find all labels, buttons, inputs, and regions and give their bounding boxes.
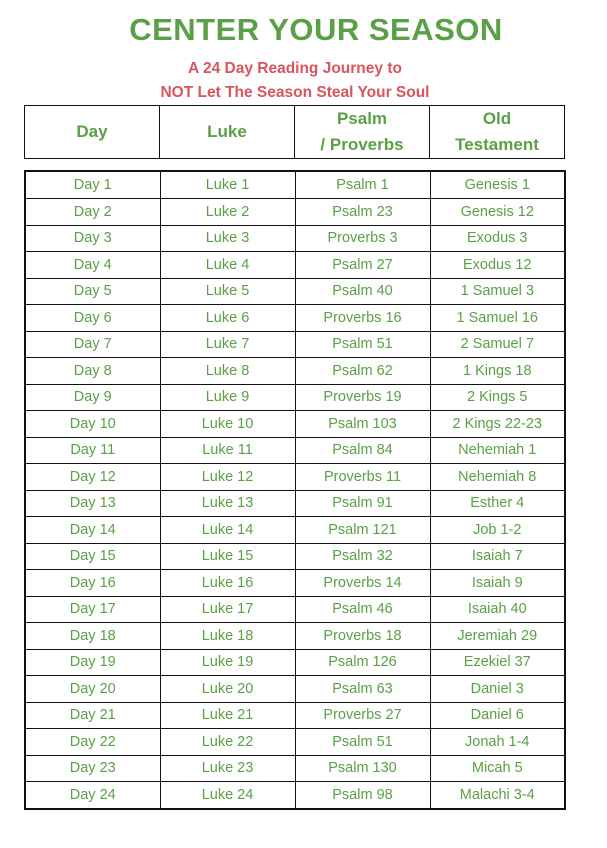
old-testament-cell: Nehemiah 8 <box>430 464 565 491</box>
luke-cell: Luke 10 <box>160 411 295 438</box>
old-testament-cell: Malachi 3-4 <box>430 782 565 809</box>
table-row <box>25 411 565 438</box>
old-testament-cell: Ezekiel 37 <box>430 649 565 676</box>
luke-cell: Luke 23 <box>160 755 295 782</box>
luke-cell: Luke 6 <box>160 305 295 332</box>
psalm-proverbs-cell: Proverbs 27 <box>295 702 430 729</box>
old-testament-cell: Esther 4 <box>430 490 565 517</box>
luke-cell: Luke 11 <box>160 437 295 464</box>
luke-cell: Luke 16 <box>160 570 295 597</box>
luke-cell: Luke 7 <box>160 331 295 358</box>
day-cell: Day 11 <box>25 437 160 464</box>
day-cell: Day 7 <box>25 331 160 358</box>
luke-cell: Luke 22 <box>160 729 295 756</box>
day-cell: Day 3 <box>25 225 160 252</box>
old-testament-cell: Nehemiah 1 <box>430 437 565 464</box>
luke-cell: Luke 24 <box>160 782 295 809</box>
table-row <box>25 464 565 491</box>
old-testament-cell: Daniel 3 <box>430 676 565 703</box>
day-cell: Day 4 <box>25 252 160 279</box>
header-row <box>25 106 565 159</box>
luke-cell: Luke 21 <box>160 702 295 729</box>
old-testament-cell: Exodus 12 <box>430 252 565 279</box>
header-psalm-proverbs <box>295 106 430 159</box>
psalm-proverbs-cell: Psalm 84 <box>295 437 430 464</box>
luke-cell: Luke 20 <box>160 676 295 703</box>
psalm-proverbs-cell: Psalm 23 <box>295 199 430 226</box>
old-testament-cell: Job 1-2 <box>430 517 565 544</box>
day-cell: Day 10 <box>25 411 160 438</box>
old-testament-cell: 2 Kings 22-23 <box>430 411 565 438</box>
table-row <box>25 755 565 782</box>
luke-cell: Luke 12 <box>160 464 295 491</box>
luke-cell: Luke 19 <box>160 649 295 676</box>
psalm-proverbs-cell: Psalm 130 <box>295 755 430 782</box>
table-row <box>25 782 565 809</box>
table-row <box>25 702 565 729</box>
luke-cell: Luke 14 <box>160 517 295 544</box>
psalm-proverbs-cell: Proverbs 11 <box>295 464 430 491</box>
table-row <box>25 278 565 305</box>
day-cell: Day 18 <box>25 623 160 650</box>
day-cell: Day 8 <box>25 358 160 385</box>
psalm-proverbs-cell: Proverbs 14 <box>295 570 430 597</box>
luke-cell: Luke 1 <box>160 171 295 199</box>
psalm-proverbs-cell: Psalm 126 <box>295 649 430 676</box>
day-cell: Day 21 <box>25 702 160 729</box>
day-cell: Day 24 <box>25 782 160 809</box>
day-cell: Day 1 <box>25 171 160 199</box>
luke-cell: Luke 15 <box>160 543 295 570</box>
table-row <box>25 623 565 650</box>
table-row <box>25 649 565 676</box>
psalm-proverbs-cell: Psalm 91 <box>295 490 430 517</box>
old-testament-cell: Isaiah 40 <box>430 596 565 623</box>
header-psalm-line2: / Proverbs <box>320 135 404 154</box>
psalm-proverbs-cell: Psalm 27 <box>295 252 430 279</box>
day-cell: Day 2 <box>25 199 160 226</box>
table-row <box>25 596 565 623</box>
day-cell: Day 5 <box>25 278 160 305</box>
day-cell: Day 17 <box>25 596 160 623</box>
table-row <box>25 490 565 517</box>
header-day: Day <box>25 106 160 159</box>
old-testament-cell: Genesis 12 <box>430 199 565 226</box>
table-row <box>25 676 565 703</box>
reading-table <box>24 170 566 810</box>
psalm-proverbs-cell: Proverbs 16 <box>295 305 430 332</box>
table-row <box>25 171 565 199</box>
psalm-proverbs-cell: Psalm 1 <box>295 171 430 199</box>
day-cell: Day 13 <box>25 490 160 517</box>
old-testament-cell: Genesis 1 <box>430 171 565 199</box>
page-title: CENTER YOUR SEASON <box>129 12 503 47</box>
header-old-testament <box>430 106 565 159</box>
psalm-proverbs-cell: Psalm 121 <box>295 517 430 544</box>
psalm-proverbs-cell: Proverbs 19 <box>295 384 430 411</box>
luke-cell: Luke 9 <box>160 384 295 411</box>
table-row <box>25 437 565 464</box>
luke-cell: Luke 2 <box>160 199 295 226</box>
psalm-proverbs-cell: Proverbs 18 <box>295 623 430 650</box>
psalm-proverbs-cell: Psalm 62 <box>295 358 430 385</box>
old-testament-cell: Jonah 1-4 <box>430 729 565 756</box>
table-row <box>25 199 565 226</box>
old-testament-cell: 1 Samuel 16 <box>430 305 565 332</box>
day-cell: Day 15 <box>25 543 160 570</box>
table-row <box>25 543 565 570</box>
luke-cell: Luke 8 <box>160 358 295 385</box>
subtitle-line-2: NOT Let The Season Steal Your Soul <box>160 84 430 101</box>
old-testament-cell: Daniel 6 <box>430 702 565 729</box>
psalm-proverbs-cell: Proverbs 3 <box>295 225 430 252</box>
day-cell: Day 9 <box>25 384 160 411</box>
table-row <box>25 331 565 358</box>
table-row <box>25 384 565 411</box>
table-row <box>25 358 565 385</box>
psalm-proverbs-cell: Psalm 98 <box>295 782 430 809</box>
table-row <box>25 570 565 597</box>
psalm-proverbs-cell: Psalm 63 <box>295 676 430 703</box>
psalm-proverbs-cell: Psalm 51 <box>295 331 430 358</box>
table-row <box>25 252 565 279</box>
header-psalm-line1: Psalm <box>336 109 388 128</box>
old-testament-cell: 2 Samuel 7 <box>430 331 565 358</box>
day-cell: Day 23 <box>25 755 160 782</box>
header-ot-line1: Old <box>482 109 512 128</box>
table-row <box>25 225 565 252</box>
header-luke: Luke <box>160 106 295 159</box>
table-row <box>25 305 565 332</box>
psalm-proverbs-cell: Psalm 40 <box>295 278 430 305</box>
psalm-proverbs-cell: Psalm 103 <box>295 411 430 438</box>
old-testament-cell: Isaiah 7 <box>430 543 565 570</box>
day-cell: Day 14 <box>25 517 160 544</box>
day-cell: Day 20 <box>25 676 160 703</box>
luke-cell: Luke 3 <box>160 225 295 252</box>
day-cell: Day 12 <box>25 464 160 491</box>
psalm-proverbs-cell: Psalm 51 <box>295 729 430 756</box>
luke-cell: Luke 5 <box>160 278 295 305</box>
luke-cell: Luke 4 <box>160 252 295 279</box>
old-testament-cell: Exodus 3 <box>430 225 565 252</box>
header-ot-line2: Testament <box>455 135 539 154</box>
table-row <box>25 517 565 544</box>
table-row <box>25 729 565 756</box>
psalm-proverbs-cell: Psalm 46 <box>295 596 430 623</box>
old-testament-cell: Isaiah 9 <box>430 570 565 597</box>
old-testament-cell: 1 Kings 18 <box>430 358 565 385</box>
day-cell: Day 22 <box>25 729 160 756</box>
old-testament-cell: Micah 5 <box>430 755 565 782</box>
old-testament-cell: 1 Samuel 3 <box>430 278 565 305</box>
psalm-proverbs-cell: Psalm 32 <box>295 543 430 570</box>
luke-cell: Luke 17 <box>160 596 295 623</box>
day-cell: Day 19 <box>25 649 160 676</box>
day-cell: Day 16 <box>25 570 160 597</box>
subtitle-line-1: A 24 Day Reading Journey to <box>188 60 402 77</box>
old-testament-cell: 2 Kings 5 <box>430 384 565 411</box>
day-cell: Day 6 <box>25 305 160 332</box>
luke-cell: Luke 18 <box>160 623 295 650</box>
luke-cell: Luke 13 <box>160 490 295 517</box>
header-table <box>24 105 565 159</box>
old-testament-cell: Jeremiah 29 <box>430 623 565 650</box>
